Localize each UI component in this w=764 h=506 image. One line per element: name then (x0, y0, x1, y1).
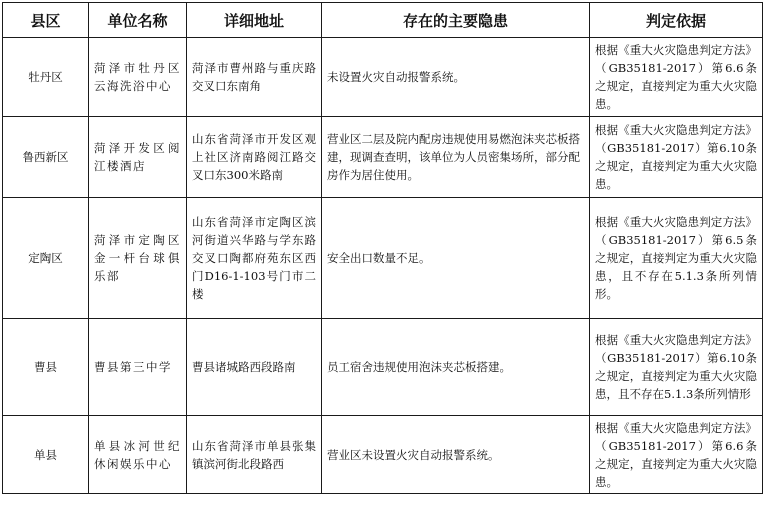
table-row (3, 416, 763, 494)
county-cell: 鲁西新区 (3, 117, 89, 198)
hazard-cell: 营业区未设置火灾自动报警系统。 (322, 416, 590, 494)
table-row (3, 319, 763, 416)
county-cell: 定陶区 (3, 198, 89, 319)
hazard-cell: 未设置火灾自动报警系统。 (322, 38, 590, 117)
hazard-cell: 员工宿舍违规使用泡沫夹芯板搭建。 (322, 319, 590, 416)
header-main-hazard: 存在的主要隐患 (322, 3, 590, 38)
unit-name-cell: 单县冰河世纪休闲娱乐中心 (89, 416, 187, 494)
hazard-table (2, 2, 763, 494)
address-cell: 曹县诸城路西段路南 (187, 319, 322, 416)
basis-cell: 根据《重大火灾隐患判定方法》（GB35181-2017）第6.10条之规定，直接判定为重大火灾隐患，且不存在5.1.3条所列情形 (590, 319, 763, 416)
address-cell: 菏泽市曹州路与重庆路交叉口东南角 (187, 38, 322, 117)
county-cell: 曹县 (3, 319, 89, 416)
header-basis: 判定依据 (590, 3, 763, 38)
county-cell: 牡丹区 (3, 38, 89, 117)
header-county: 县区 (3, 3, 89, 38)
header-unit-name: 单位名称 (89, 3, 187, 38)
county-cell: 单县 (3, 416, 89, 494)
table-header-row (3, 3, 763, 38)
unit-name-cell: 曹县第三中学 (89, 319, 187, 416)
hazard-cell: 营业区二层及院内配房违规使用易燃泡沫夹芯板搭建，现调查查明，该单位为人员密集场所，部分配房作为居住使用。 (322, 117, 590, 198)
basis-cell: 根据《重大火灾隐患判定方法》（GB35181-2017）第6.6条之规定，直接判定为重大火灾隐患。 (590, 416, 763, 494)
address-cell: 山东省菏泽市开发区观上社区济南路阅江路交叉口东300米路南 (187, 117, 322, 198)
header-address: 详细地址 (187, 3, 322, 38)
table-row (3, 198, 763, 319)
basis-cell: 根据《重大火灾隐患判定方法》（GB35181-2017）第6.10条之规定，直接判定为重大火灾隐患。 (590, 117, 763, 198)
basis-cell: 根据《重大火灾隐患判定方法》（GB35181-2017）第6.5条之规定，直接判定为重大火灾隐患，且不存在5.1.3条所列情形。 (590, 198, 763, 319)
unit-name-cell: 菏泽市牡丹区云海洗浴中心 (89, 38, 187, 117)
unit-name-cell: 菏泽市定陶区金一杆台球俱乐部 (89, 198, 187, 319)
table-row (3, 117, 763, 198)
table-row (3, 38, 763, 117)
address-cell: 山东省菏泽市单县张集镇滨河街北段路西 (187, 416, 322, 494)
unit-name-cell: 菏泽开发区阅江楼酒店 (89, 117, 187, 198)
hazard-cell: 安全出口数量不足。 (322, 198, 590, 319)
basis-cell: 根据《重大火灾隐患判定方法》（GB35181-2017）第6.6条之规定，直接判定为重大火灾隐患。 (590, 38, 763, 117)
address-cell: 山东省菏泽市定陶区滨河街道兴华路与学东路交叉口陶都府苑东区西门D16-1-103号门市二楼 (187, 198, 322, 319)
